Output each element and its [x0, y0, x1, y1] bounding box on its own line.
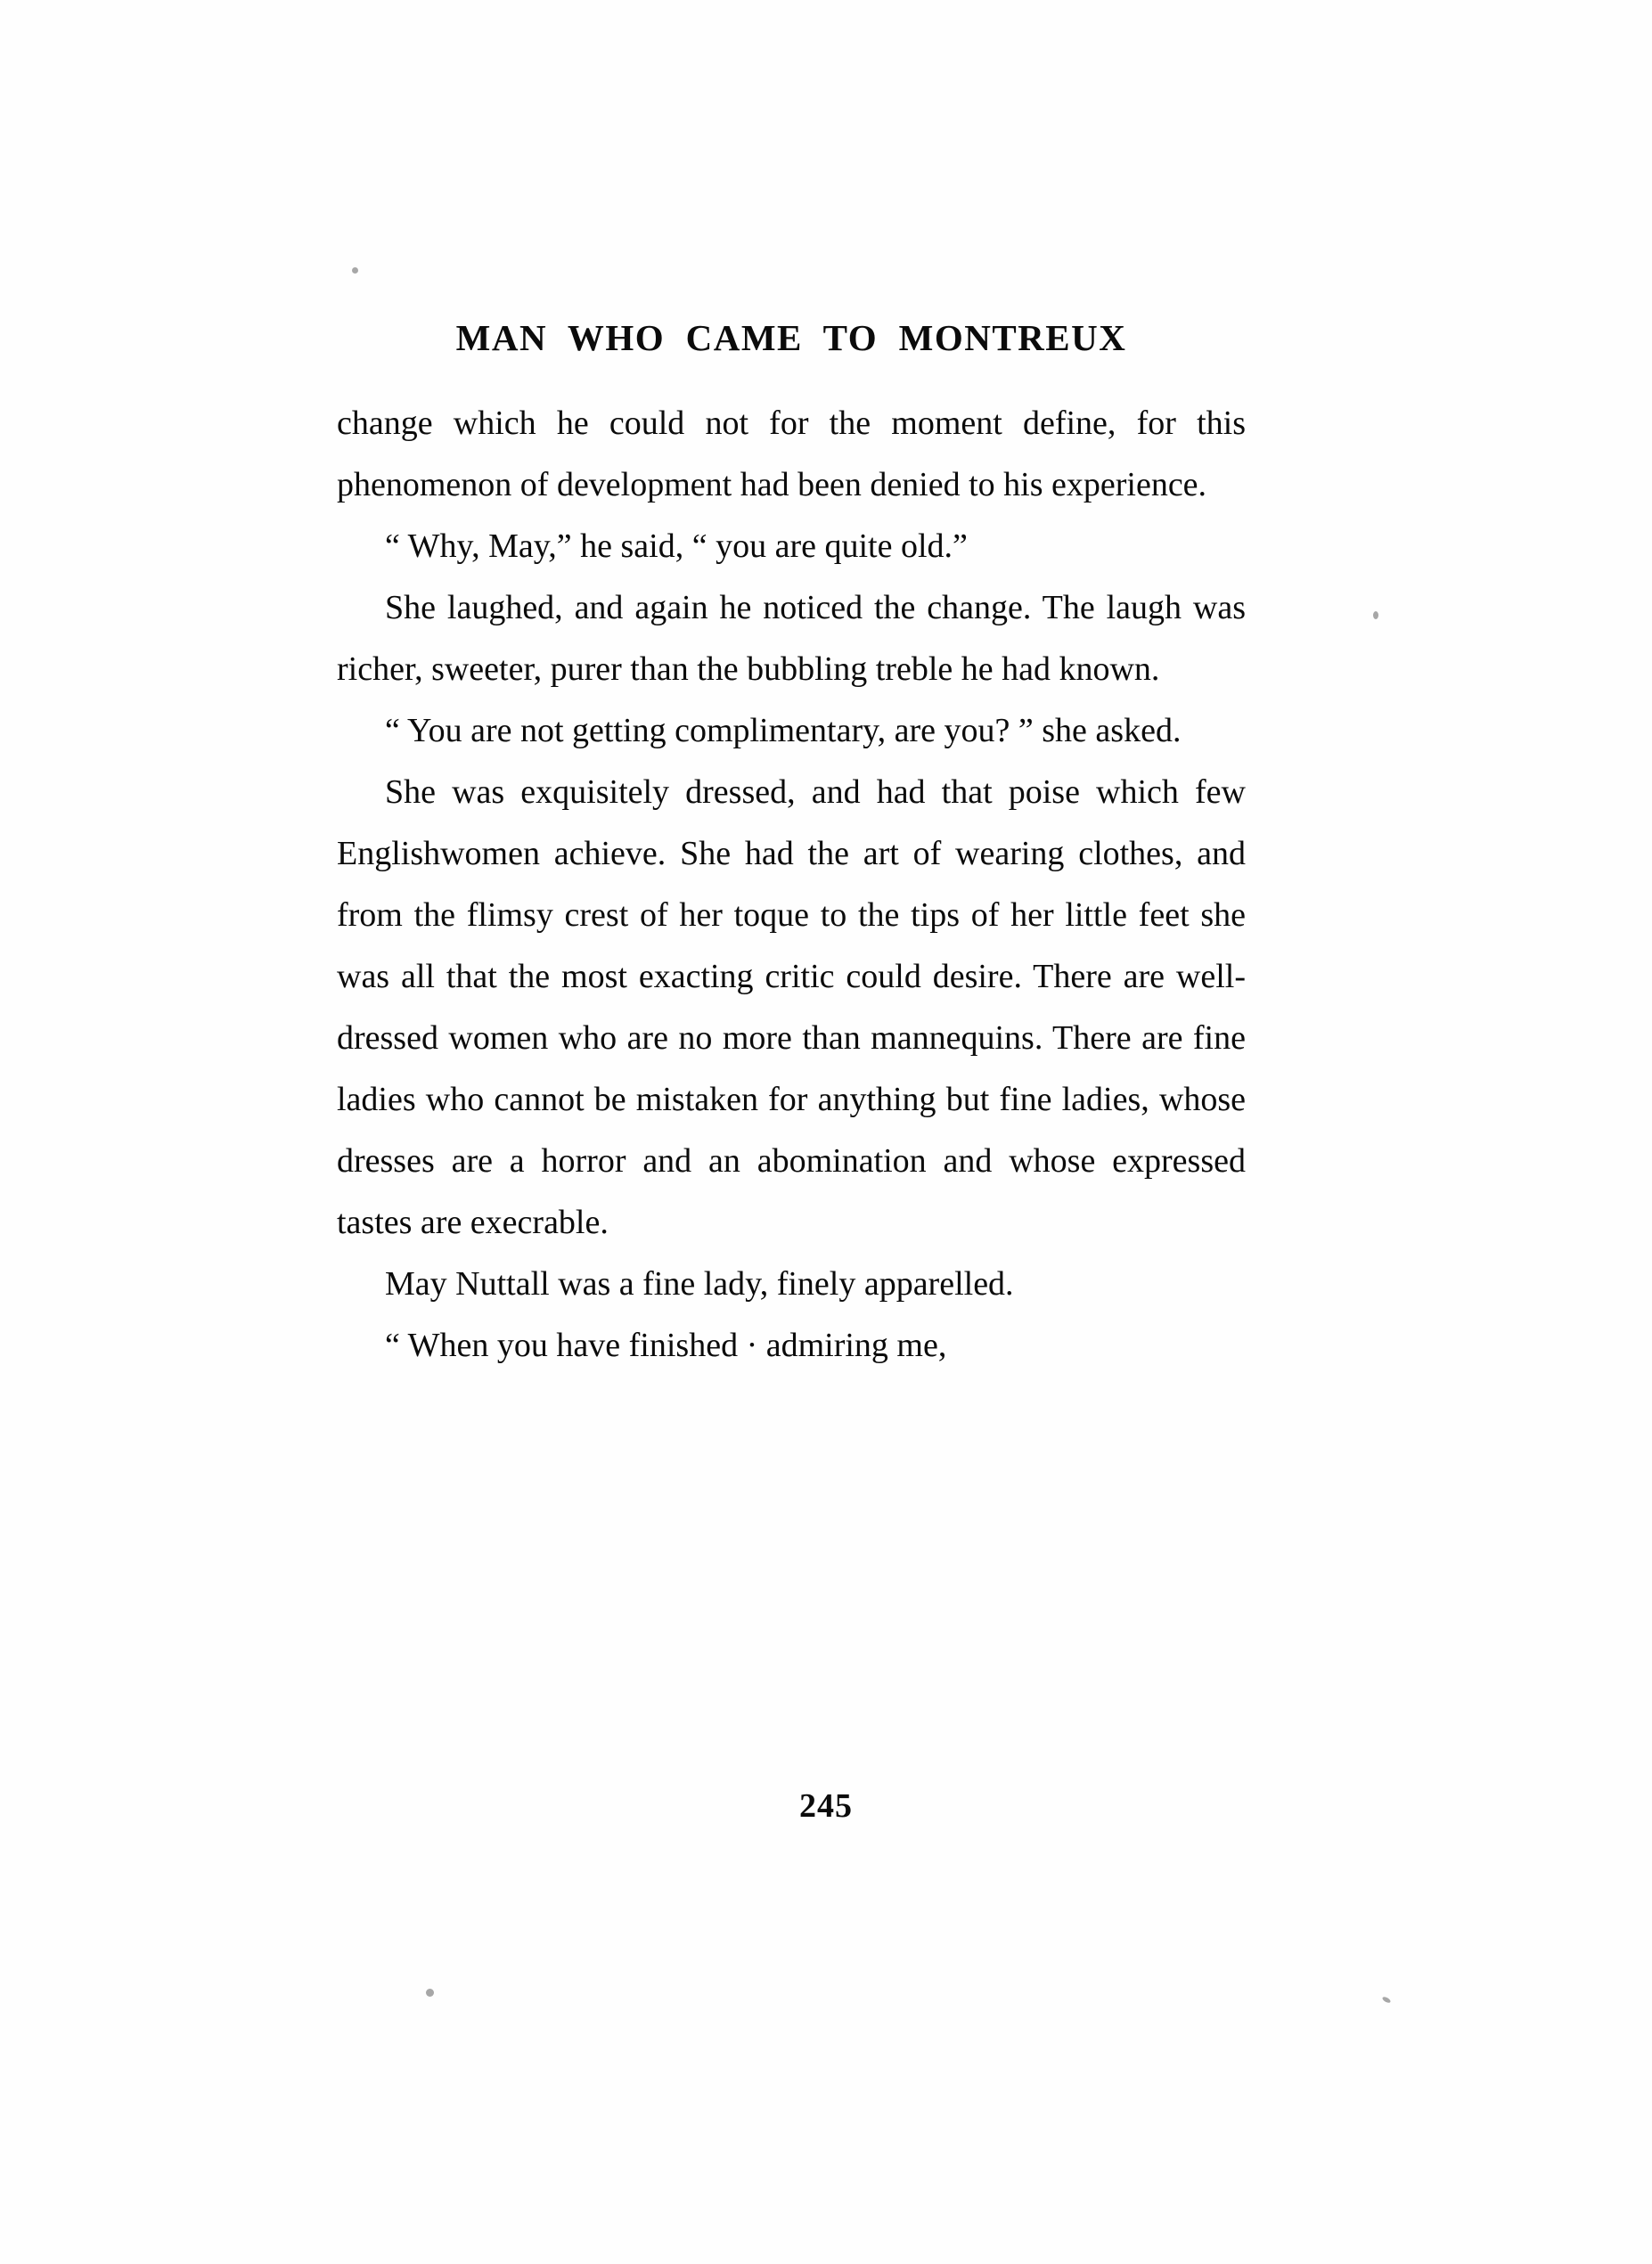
paragraph: May Nuttall was a fine lady, finely apparelled.	[385, 1265, 1014, 1303]
scan-speck-icon	[1381, 1996, 1391, 2004]
paragraph: “ You are not getting complimentary, are you? ” she asked.	[385, 712, 1182, 749]
paragraph: She was exquisitely dressed, and had that poise which few Englishwomen achieve. She had the art of wearing clothes, and from the flimsy crest of her toque to the tips of her little feet she was all that the most exacting critic could desire. There are well-dressed women who are no more than mannequins. There are fine ladies who cannot be mistaken for anything but fine ladies, whose dresses are a horror and an abomination and whose expressed tastes are execrable.	[337, 773, 1246, 1241]
running-head: MAN WHO CAME TO MONTREUX	[455, 317, 1127, 358]
paragraph: She laughed, and again he noticed the change. The laugh was richer, sweeter, purer than the bubbling treble he had known.	[337, 589, 1246, 688]
paragraph: change which he could not for the moment define, for this phenomenon of development had been denied to his experience.	[337, 405, 1246, 503]
page-number: 245	[799, 1787, 853, 1825]
scan-speck-icon	[426, 1989, 434, 1997]
paragraph: “ When you have finished · admiring me,	[385, 1327, 947, 1364]
page-text-block	[337, 316, 1246, 1377]
scan-speck-icon	[1373, 611, 1378, 619]
scan-speck-icon	[352, 267, 358, 274]
paragraph: “ Why, May,” he said, “ you are quite old.”	[385, 527, 968, 565]
